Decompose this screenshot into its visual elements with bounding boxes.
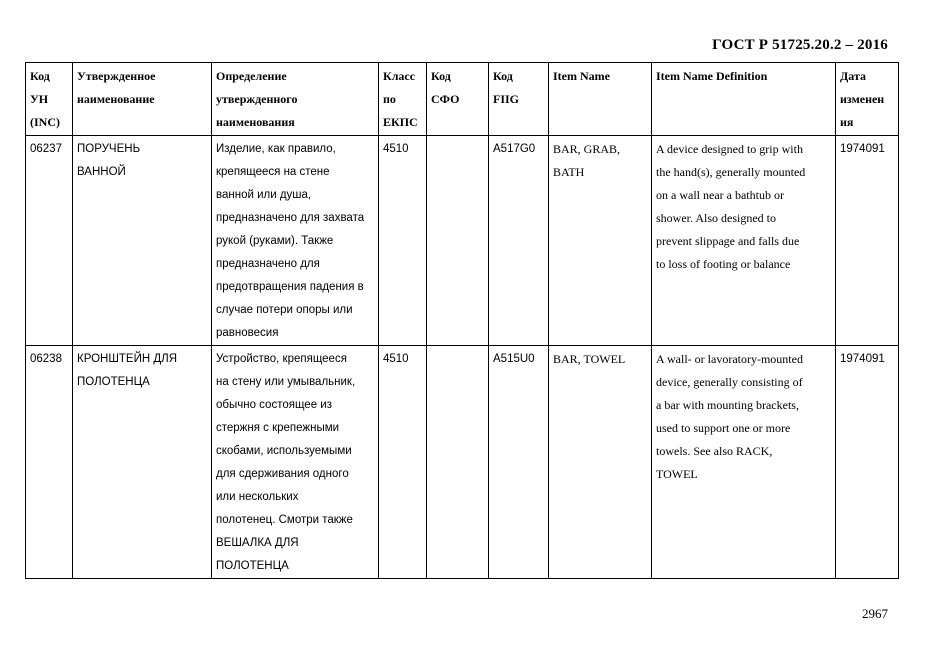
catalog-table — [25, 62, 899, 579]
col-header-item-name: Item Name — [549, 63, 652, 136]
col-header-item-name-definition: Item Name Definition — [652, 63, 836, 136]
cell-fiig-code: A515U0 — [489, 346, 549, 579]
cell-ekps-class: 4510 — [379, 136, 427, 346]
table-row — [26, 346, 899, 579]
cell-approved-name: ПОРУЧЕНЬ ВАННОЙ — [73, 136, 212, 346]
col-header-definition: Определение утвержденного наименования — [212, 63, 379, 136]
col-header-change-date: Дата изменен ия — [836, 63, 899, 136]
cell-definition-ru: Устройство, крепящееся на стену или умывальник, обычно состоящее из стержня с крепежными скобами, используемыми для сдерживания одного или нескольких полотенец. Смотри также ВЕШАЛКА ДЛЯ ПОЛОТЕНЦА — [212, 346, 379, 579]
cell-definition-en: A wall- or lavoratory-mounted device, generally consisting of a bar with mounting brackets, used to support one or more towels. See also RACK, TOWEL — [652, 346, 836, 579]
page-number: 2967 — [862, 606, 888, 621]
col-header-inc: Код УН (INC) — [26, 63, 73, 136]
cell-sfo-code — [427, 346, 489, 579]
table-header-row — [26, 63, 899, 136]
col-header-ekps-class: Класс по ЕКПС — [379, 63, 427, 136]
cell-definition-en: A device designed to grip with the hand(s), generally mounted on a wall near a bathtub or shower. Also designed to prevent slippage and falls due to loss of footing or balance — [652, 136, 836, 346]
cell-change-date: 1974091 — [836, 136, 899, 346]
cell-approved-name: КРОНШТЕЙН ДЛЯ ПОЛОТЕНЦА — [73, 346, 212, 579]
cell-change-date: 1974091 — [836, 346, 899, 579]
col-header-sfo-code: Код СФО — [427, 63, 489, 136]
cell-inc: 06237 — [26, 136, 73, 346]
col-header-fiig-code: Код FIIG — [489, 63, 549, 136]
cell-fiig-code: A517G0 — [489, 136, 549, 346]
table-row — [26, 136, 899, 346]
cell-item-name: BAR, TOWEL — [549, 346, 652, 579]
cell-item-name: BAR, GRAB, BATH — [549, 136, 652, 346]
document-header: ГОСТ Р 51725.20.2 – 2016 — [712, 37, 888, 53]
cell-definition-ru: Изделие, как правило, крепящееся на стене ванной или душа, предназначено для захвата рукой (руками). Также предназначено для предотвращения падения в случае потери опоры или равновесия — [212, 136, 379, 346]
cell-inc: 06238 — [26, 346, 73, 579]
cell-sfo-code — [427, 136, 489, 346]
col-header-approved-name: Утвержденное наименование — [73, 63, 212, 136]
cell-ekps-class: 4510 — [379, 346, 427, 579]
